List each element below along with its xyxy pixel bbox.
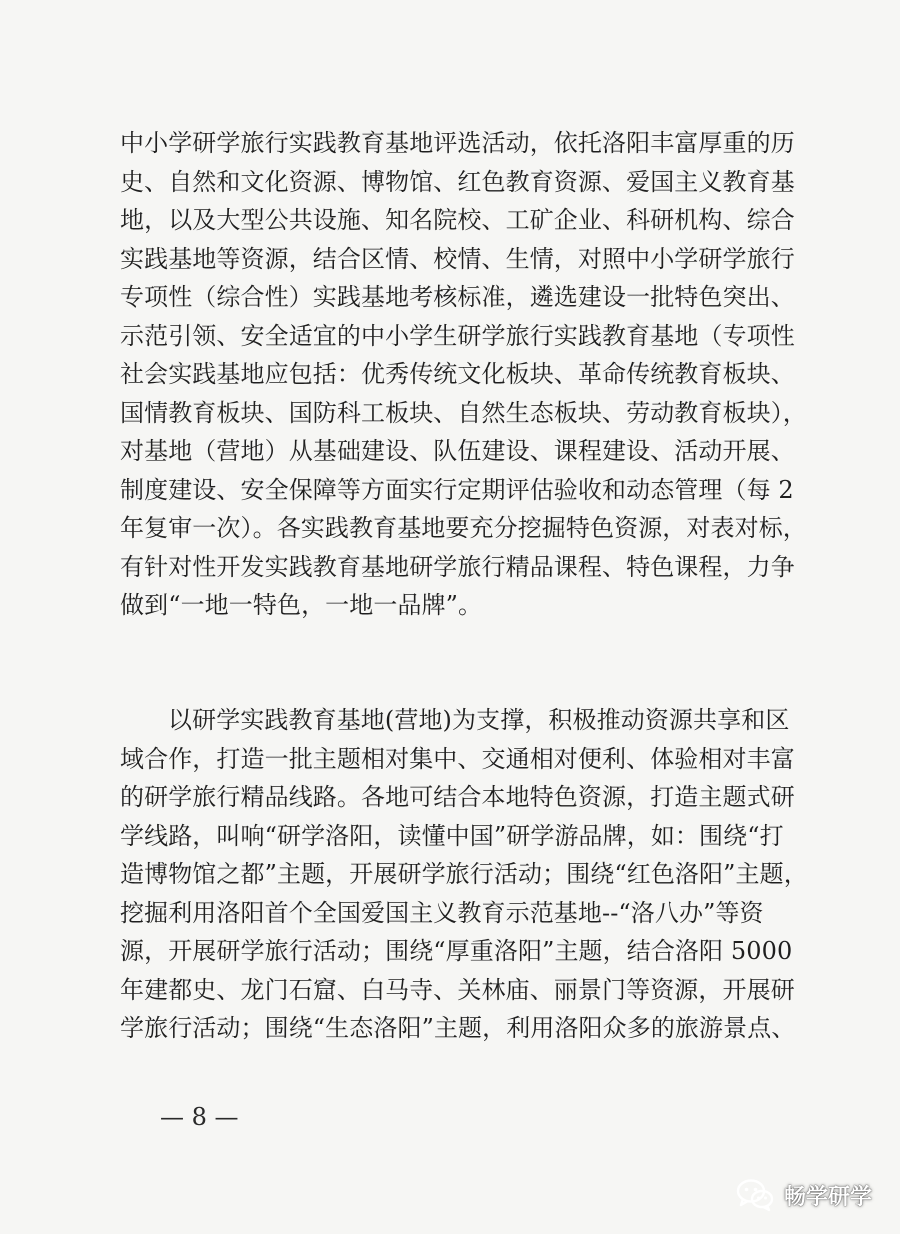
text-line: 有针对性开发实践教育基地研学旅行精品课程、特色课程，力争 [120,552,795,581]
text-line: 对基地（营地）从基础建设、队伍建设、课程建设、活动开展、 [120,437,795,465]
text-line: 年复审一次）。各实践教育基地要充分挖掘特色资源，对表对标， [120,514,807,542]
text-line: 学旅行活动；围绕“生态洛阳”主题，利用洛阳众多的旅游景点、 [120,1014,796,1042]
text-line: 年建都史、龙门石窟、白马寺、关林庙、丽景门等资源，开展研 [120,975,795,1004]
paragraph-study-routes [120,701,808,1048]
text-line: 国情教育板块、国防科工板块、自然生态板块、劳动教育板块）， [120,398,807,427]
text-line: 专项性（综合性）实践基地考核标准，遴选建设一批特色突出、 [120,283,795,311]
text-line: 的研学旅行精品线路。各地可结合本地特色资源，打造主题式研 [120,783,795,811]
text-line: 史、自然和文化资源、博物馆、红色教育资源、爱国主义教育基 [120,167,795,196]
text-line: 以研学实践教育基地(营地)为支撑，积极推动资源共享和区 [168,706,790,734]
text-line: 源，开展研学旅行活动；围绕“厚重洛阳”主题，结合洛阳 5000 [120,937,793,965]
text-line: 域合作，打造一批主题相对集中、交通相对便利、体验相对丰富 [120,744,795,773]
watermark-text: 畅学研学 [783,1184,872,1210]
text-line: 造博物馆之都”主题，开展研学旅行活动；围绕“红色洛阳”主题， [120,860,808,888]
wechat-icon [736,1178,774,1212]
watermark [736,1178,872,1212]
text-line: 地，以及大型公共设施、知名院校、工矿企业、科研机构、综合 [120,206,795,234]
text-line: 挖掘利用洛阳首个全国爱国主义教育示范基地--“洛八办”等资 [120,898,764,927]
text-line: 实践基地等资源，结合区情、校情、生情，对照中小学研学旅行 [120,244,795,273]
page-number: — 8 — [160,1103,239,1131]
text-line: 社会实践基地应包括：优秀传统文化板块、革命传统教育板块、 [120,360,795,388]
text-line: 制度建设、安全保障等方面实行定期评估验收和动态管理（每 2 [120,475,794,504]
text-line: 做到“一地一特色，一地一品牌”。 [120,591,483,619]
text-line: 示范引领、安全适宜的中小学生研学旅行实践教育基地（专项性 [120,321,795,350]
text-line: 学线路，叫响“研学洛阳，读懂中国”研学游品牌，如：围绕“打 [120,821,784,850]
paragraph-continuation [120,124,807,625]
text-line: 中小学研学旅行实践教育基地评选活动，依托洛阳丰富厚重的历 [120,129,795,157]
